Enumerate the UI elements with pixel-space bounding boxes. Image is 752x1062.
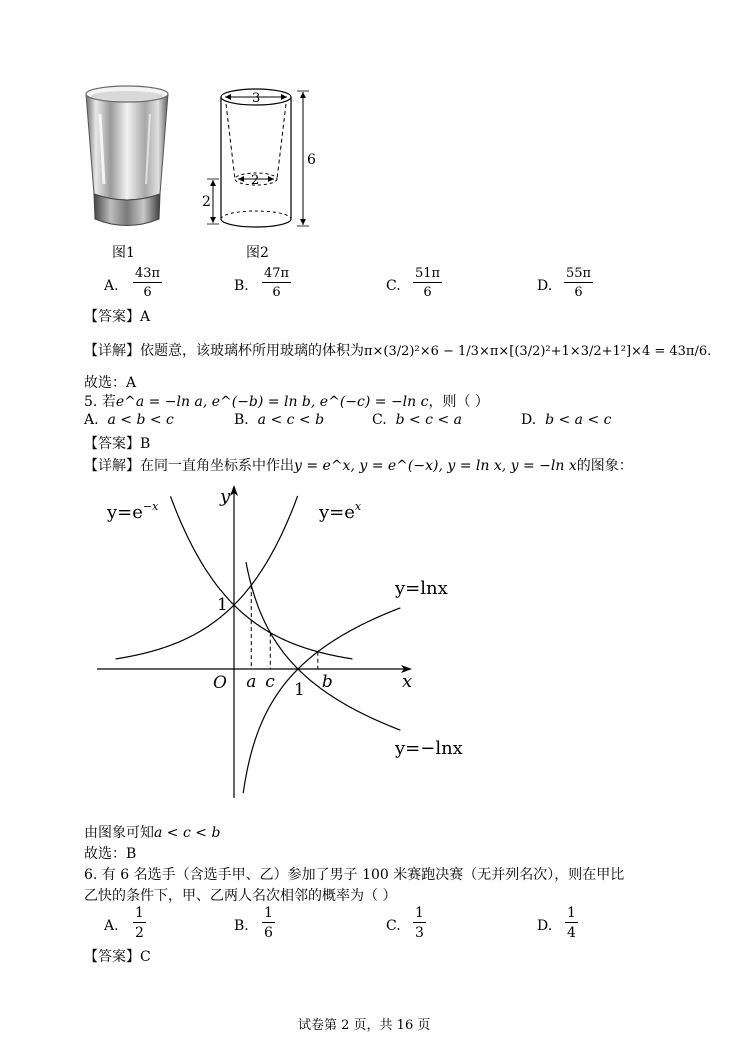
- q5-detail-funcs: y = e^x, y = e^(−x), y = ln x, y = −ln x: [294, 458, 577, 474]
- q5-detail: 【详解】在同一直角坐标系中作出y = e^x, y = e^(−x), y = ln x, y = −ln x的图象：: [84, 458, 633, 474]
- q4-conclusion: 故选：A: [84, 375, 137, 391]
- q5-answer: 【答案】B: [84, 436, 151, 452]
- curve-label-ln-x: y=lnx: [395, 578, 448, 599]
- curve-label-exp-x: $y=e^x$: [319, 500, 362, 523]
- q5-conclusion: 由图象可知a < c < b: [84, 825, 221, 841]
- option-fraction: $\frac{51\pi}{6}$: [415, 266, 441, 300]
- curve-label-neg-ln-x: y=−lnx: [395, 738, 463, 759]
- origin-label: O: [213, 673, 227, 693]
- figure-2-caption: 图2: [246, 245, 269, 261]
- q5-option-d[interactable]: D. b < a < c: [521, 412, 612, 428]
- q6-answer: 【答案】C: [84, 949, 151, 965]
- q6-stem-line2: 乙快的条件下，甲、乙两人名次相邻的概率为（ ）: [84, 888, 397, 904]
- x-axis-label: x: [402, 671, 413, 692]
- fig2-dim-base-height: 2: [202, 194, 211, 210]
- option-fraction: $\frac{43\pi}{6}$: [135, 266, 161, 300]
- b-label: b: [321, 672, 333, 692]
- curve-label-exp-neg-x: $y=e^{-x}$: [107, 500, 159, 523]
- curve-ln-x: [243, 608, 400, 793]
- option-letter: A.: [104, 278, 119, 294]
- q5-option-b[interactable]: B. a < c < b: [234, 412, 325, 428]
- figure-1-caption: 图1: [112, 245, 135, 261]
- curve-neg-ln-x: [246, 562, 400, 730]
- page-footer: 试卷第 2 页，共 16 页: [298, 1018, 431, 1033]
- q5-choose: 故选：B: [84, 846, 137, 862]
- c-label: c: [265, 672, 275, 692]
- a-label: a: [246, 672, 257, 692]
- q5-option-c[interactable]: C. b < c < a: [372, 412, 462, 428]
- one-x-label: 1: [294, 680, 305, 700]
- option-letter: C.: [386, 278, 401, 294]
- fig2-dim-bottom: 2: [251, 173, 260, 188]
- y-axis-label: y: [220, 486, 231, 507]
- option-fraction: $\frac{55\pi}{6}$: [566, 266, 592, 300]
- q6-stem-line1: 6. 有 6 名选手（含选手甲、乙）参加了男子 100 米赛跑决赛（无并列名次），则在甲比: [84, 867, 625, 883]
- q4-detail: 【详解】依题意，该玻璃杯所用玻璃的体积为π×(3/2)²×6 − 1/3×π×[(3/2)²+1×3/2+1²]×4 = 43π/6.: [84, 343, 712, 359]
- option-letter: B.: [234, 278, 249, 294]
- fig2-dim-top: 3: [252, 91, 261, 106]
- q4-detail-formula: π×(3/2)²×6 − 1/3×π×[(3/2)²+1×3/2+1²]×4 = 43π/6.: [364, 344, 712, 359]
- fig2-dim-height: 6: [307, 152, 316, 168]
- option-fraction: $\frac{47\pi}{6}$: [264, 266, 290, 300]
- q5-option-a[interactable]: A. a < b < c: [84, 412, 174, 428]
- one-y-label: 1: [217, 595, 228, 615]
- option-letter: D.: [537, 278, 553, 294]
- q5-stem: 5. 若e^a = −ln a, e^(−b) = ln b, e^(−c) = −ln c，则（ ）: [84, 394, 489, 410]
- q5-conditions: e^a = −ln a, e^(−b) = ln b, e^(−c) = −ln c: [115, 394, 429, 410]
- q4-answer: 【答案】A: [84, 309, 151, 325]
